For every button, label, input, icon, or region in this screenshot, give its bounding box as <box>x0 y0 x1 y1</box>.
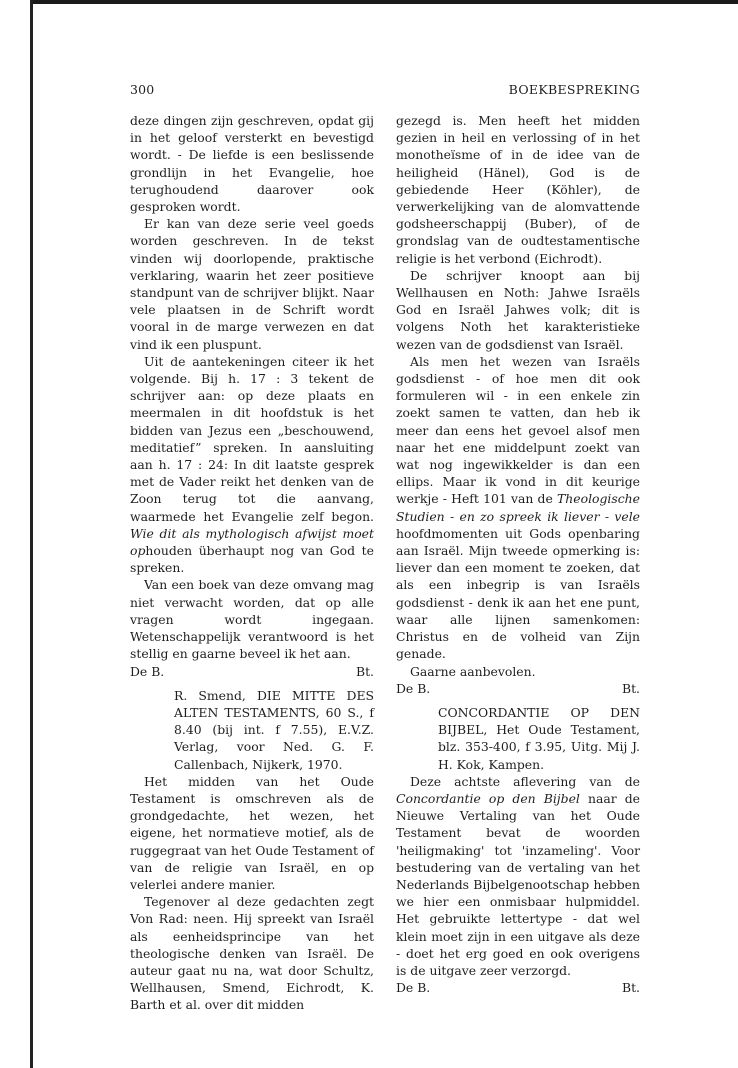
paragraph: Er kan van deze serie veel goeds worden geschreven. In de tekst vinden wij doorlopende, praktische verklaring, waarin het zeer positieve standpunt van de schrijver blijkt. Naar vele plaatsen in de Schrift wordt vooral in de marge verwezen en dat vind ik een pluspunt. <box>130 216 374 352</box>
text-span: hoofdmomenten uit Gods openbaring aan Israël. Mijn tweede opmerking is: liever dan een moment te zoeken, dat als een inbegrip is van Israëls godsdienst - denk ik aan het ene punt, waar alle lijnen samenkomen: Christus en de volheid van Zijn genade. <box>396 525 640 662</box>
signature-initials: De B. <box>396 680 431 696</box>
paragraph <box>396 773 640 979</box>
paragraph: deze dingen zijn geschreven, opdat gij in het geloof versterkt en bevestigd wordt. - De liefde is een beslissende grondlijn in het Evangelie, hoe terughoudend daarover ook gesproken wordt. <box>130 113 374 215</box>
paragraph: Tegenover al deze gedachten zegt Von Rad: neen. Hij spreekt van Israël als eenheidsprincipe van het theologische denken van Israël. De auteur gaat nu na, wat door Schultz, Wellhausen, Smend, Eichrodt, K. Barth et al. over dit midden <box>130 894 374 1013</box>
review-heading: R. Smend, DIE MITTE DES ALTEN TESTAMENTS, 60 S., f 8.40 (bij int. f 7.55), E.V.Z. Verlag, voor Ned. G. F. Callenbach, Nijkerk, 1970. <box>174 687 374 772</box>
text-span: Als men het wezen van Israëls godsdienst - of hoe men dit ook formuleren wil - in een enkele zin zoekt samen te vatten, dan heb ik meer dan eens het gevoel alsof men naar het ene middelpunt zoekt van wat nog ingewikkelder is dan een ellips. Maar ik vond in dit keurige werkje - Heft 101 van de <box>396 353 640 507</box>
signature-initials: De B. <box>396 980 431 996</box>
paragraph-quote <box>130 353 374 577</box>
signature-line <box>130 663 374 680</box>
left-column <box>130 112 374 1014</box>
signature-abbrev: Bt. <box>621 980 640 996</box>
text-span: Deze achtste aflevering van de <box>410 773 640 789</box>
paragraph: Het midden van het Oude Testament is omschreven als de grondgedachte, het wezen, het eigene, het normatieve motief, als de ruggegraat van het Oude Testament of van de religie van Israël, en op velerlei andere manier. <box>130 773 374 892</box>
paragraph <box>396 353 640 663</box>
paragraph: Gaarne aanbevolen. <box>410 663 536 679</box>
paragraph: gezegd is. Men heeft het midden gezien in heil en verlossing of in het monotheïsme of in de idee van de heiligheid (Hänel), God is de gebiedende Heer (Köhler), de verwerkelijking van de alomvattende godsheerschappij (Buber), of de grondslag van de oudtestamentische religie is het verbond (Eichrodt). <box>396 113 640 266</box>
text-span: houden überhaupt nog van God te spreken. <box>130 543 374 576</box>
page-number: 300 <box>130 82 155 97</box>
text-span: Uit de aantekeningen citeer ik het volgende. Bij h. 17 : 3 tekent de schrijver aan: op deze plaats en meermalen in dit hoofdstuk is het bidden van Jezus een „beschouwend, meditatief” spreken. In aansluiting aan h. 17 : 24: In dit laatste gesprek met de Vader reikt het denken van de Zoon terug tot die aanvang, waarmede het Evangelie zelf begon. <box>130 353 374 524</box>
italic-text: Concordantie op den Bijbel <box>396 790 580 806</box>
signature-abbrev: Bt. <box>621 680 640 696</box>
italic-text: Wie dit als mythologisch afwijst moet op <box>130 525 374 559</box>
paragraph: De schrijver knoopt aan bij Wellhausen en Noth: Jahwe Israëls God en Israël Jahwes volk; dit is volgens Noth het karakteristieke wezen van de godsdienst van Israël. <box>396 267 640 352</box>
italic-text: Theologische Studien - en zo spreek ik liever - vele <box>396 491 640 524</box>
paragraph: Van een boek van deze omvang mag niet verwacht worden, dat op alle vragen wordt ingegaan. Wetenschappelijk verantwoord is het stellig en gaarne beveel ik het aan. <box>130 577 374 662</box>
scan-border-left <box>30 0 33 1068</box>
review-heading: CONCORDANTIE OP DEN BIJBEL, Het Oude Testament, blz. 353-400, f 3.95, Uitg. Mij J. H. Kok, Kampen. <box>438 704 640 772</box>
right-column <box>396 112 640 1003</box>
text-span: naar de Nieuwe Vertaling van het Oude Testament bevat de woorden 'heiligmaking' tot 'inzameling'. Voor bestudering van de vertaling van het Nederlands Bijbelgenootschap hebben we hier een onmisbaar hulpmiddel. Het gebruikte lettertype - dat wel klein moet zijn in een uitgave als deze - doet het erg goed en ook overigens is de uitgave zeer verzorgd. <box>396 790 641 978</box>
signature-abbrev: Bt. <box>355 663 374 679</box>
signature-line <box>396 979 640 996</box>
scan-border-top <box>30 0 738 4</box>
signature-line <box>396 680 640 697</box>
running-head: BOEKBESPREKING <box>508 82 640 97</box>
signature-initials: De B. <box>130 663 165 679</box>
